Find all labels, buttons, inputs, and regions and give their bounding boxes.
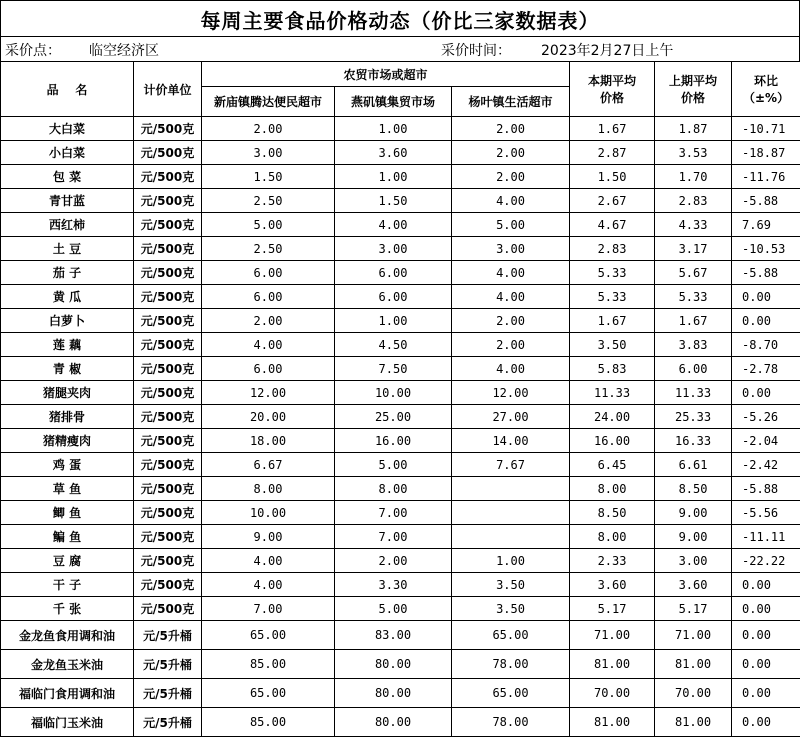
current-average: 3.60: [570, 573, 655, 597]
current-average: 24.00: [570, 405, 655, 429]
item-unit: 元/500克: [134, 357, 202, 381]
current-average: 3.50: [570, 333, 655, 357]
item-name: 猪排骨: [1, 405, 134, 429]
price-market-3: 27.00: [452, 405, 570, 429]
change-percent: 0.00: [732, 285, 800, 309]
price-market-2: 7.50: [335, 357, 452, 381]
item-unit: 元/500克: [134, 501, 202, 525]
change-percent: 0.00: [732, 573, 800, 597]
current-average: 8.00: [570, 477, 655, 501]
table-row: [1, 477, 800, 501]
price-market-2: 80.00: [335, 708, 452, 737]
item-unit: 元/5升桶: [134, 679, 202, 708]
price-market-2: 10.00: [335, 381, 452, 405]
item-name: 豆 腐: [1, 549, 134, 573]
price-market-1: 9.00: [202, 525, 335, 549]
change-percent: -5.26: [732, 405, 800, 429]
current-average: 5.33: [570, 261, 655, 285]
previous-average: 5.33: [655, 285, 732, 309]
price-market-1: 65.00: [202, 621, 335, 650]
previous-average: 4.33: [655, 213, 732, 237]
current-average: 11.33: [570, 381, 655, 405]
previous-average: 3.00: [655, 549, 732, 573]
item-name: 莲 藕: [1, 333, 134, 357]
price-market-1: 12.00: [202, 381, 335, 405]
price-market-1: 7.00: [202, 597, 335, 621]
current-average: 1.67: [570, 309, 655, 333]
price-market-1: 65.00: [202, 679, 335, 708]
current-average: 1.67: [570, 117, 655, 141]
current-average: 81.00: [570, 650, 655, 679]
previous-average: 81.00: [655, 650, 732, 679]
item-unit: 元/500克: [134, 309, 202, 333]
change-percent: -22.22: [732, 549, 800, 573]
price-market-3: 4.00: [452, 285, 570, 309]
previous-average: 9.00: [655, 501, 732, 525]
price-market-1: 3.00: [202, 141, 335, 165]
item-unit: 元/500克: [134, 573, 202, 597]
change-percent: -5.88: [732, 189, 800, 213]
price-market-3: 12.00: [452, 381, 570, 405]
change-percent: -10.71: [732, 117, 800, 141]
price-market-1: 20.00: [202, 405, 335, 429]
item-unit: 元/500克: [134, 165, 202, 189]
change-percent: 7.69: [732, 213, 800, 237]
price-market-3: 78.00: [452, 708, 570, 737]
price-market-2: 3.30: [335, 573, 452, 597]
change-percent: 0.00: [732, 708, 800, 737]
price-market-2: 1.00: [335, 117, 452, 141]
previous-average: 11.33: [655, 381, 732, 405]
table-row: [1, 237, 800, 261]
price-market-3: 78.00: [452, 650, 570, 679]
header-change: 环比 （±%）: [732, 62, 800, 117]
price-market-3: 2.00: [452, 309, 570, 333]
price-market-1: 6.00: [202, 261, 335, 285]
item-unit: 元/500克: [134, 261, 202, 285]
current-average: 1.50: [570, 165, 655, 189]
price-market-3: 3.50: [452, 597, 570, 621]
item-name: 青 椒: [1, 357, 134, 381]
table-row: [1, 453, 800, 477]
item-name: 鳊 鱼: [1, 525, 134, 549]
price-market-1: 2.50: [202, 189, 335, 213]
previous-average: 2.83: [655, 189, 732, 213]
item-name: 鲫 鱼: [1, 501, 134, 525]
current-average: 5.83: [570, 357, 655, 381]
current-average: 8.50: [570, 501, 655, 525]
item-name: 青甘蓝: [1, 189, 134, 213]
price-market-2: 4.50: [335, 333, 452, 357]
table-row: [1, 501, 800, 525]
item-name: 鸡 蛋: [1, 453, 134, 477]
item-unit: 元/5升桶: [134, 650, 202, 679]
table-row: [1, 381, 800, 405]
price-market-2: 5.00: [335, 597, 452, 621]
item-unit: 元/500克: [134, 333, 202, 357]
table-row: [1, 333, 800, 357]
price-market-2: 6.00: [335, 285, 452, 309]
price-market-2: 4.00: [335, 213, 452, 237]
table-row: [1, 525, 800, 549]
item-name: 福临门食用调和油: [1, 679, 134, 708]
price-market-3: 3.50: [452, 573, 570, 597]
item-unit: 元/500克: [134, 381, 202, 405]
price-market-1: 10.00: [202, 501, 335, 525]
change-percent: -5.56: [732, 501, 800, 525]
item-name: 草 鱼: [1, 477, 134, 501]
current-average: 70.00: [570, 679, 655, 708]
table-row: [1, 357, 800, 381]
item-name: 包 菜: [1, 165, 134, 189]
table-row: [1, 261, 800, 285]
change-percent: -2.04: [732, 429, 800, 453]
time-value: 2023年2月27日上午: [541, 40, 673, 60]
table-row: [1, 189, 800, 213]
price-market-2: 7.00: [335, 525, 452, 549]
header-prev-avg: 上期平均 价格: [655, 62, 732, 117]
item-unit: 元/500克: [134, 285, 202, 309]
price-market-2: 1.50: [335, 189, 452, 213]
previous-average: 25.33: [655, 405, 732, 429]
price-market-2: 2.00: [335, 549, 452, 573]
item-unit: 元/5升桶: [134, 621, 202, 650]
price-market-3: 65.00: [452, 679, 570, 708]
price-market-2: 7.00: [335, 501, 452, 525]
time-label: 采价时间：: [441, 40, 511, 60]
price-market-2: 8.00: [335, 477, 452, 501]
price-market-3: [452, 477, 570, 501]
change-percent: -8.70: [732, 333, 800, 357]
previous-average: 81.00: [655, 708, 732, 737]
previous-average: 16.33: [655, 429, 732, 453]
previous-average: 5.67: [655, 261, 732, 285]
table-row: [1, 429, 800, 453]
table-row: [1, 141, 800, 165]
price-market-3: 2.00: [452, 165, 570, 189]
change-percent: 0.00: [732, 597, 800, 621]
price-market-3: [452, 525, 570, 549]
price-market-1: 6.67: [202, 453, 335, 477]
current-average: 16.00: [570, 429, 655, 453]
item-unit: 元/5升桶: [134, 708, 202, 737]
header-unit: 计价单位: [134, 62, 202, 117]
current-average: 71.00: [570, 621, 655, 650]
price-market-1: 2.00: [202, 309, 335, 333]
header-market-1: 新庙镇腾达便民超市: [202, 87, 335, 117]
price-market-2: 80.00: [335, 679, 452, 708]
price-market-1: 6.00: [202, 357, 335, 381]
price-market-1: 6.00: [202, 285, 335, 309]
info-row: [0, 36, 800, 61]
table-row: [1, 405, 800, 429]
change-percent: -5.88: [732, 477, 800, 501]
item-name: 茄 子: [1, 261, 134, 285]
item-name: 福临门玉米油: [1, 708, 134, 737]
previous-average: 8.50: [655, 477, 732, 501]
price-market-1: 2.50: [202, 237, 335, 261]
price-market-2: 6.00: [335, 261, 452, 285]
item-unit: 元/500克: [134, 477, 202, 501]
current-average: 2.83: [570, 237, 655, 261]
price-market-3: 4.00: [452, 189, 570, 213]
current-average: 2.33: [570, 549, 655, 573]
location-value: 临空经济区: [89, 40, 159, 60]
current-average: 6.45: [570, 453, 655, 477]
previous-average: 9.00: [655, 525, 732, 549]
price-market-3: 2.00: [452, 117, 570, 141]
previous-average: 6.61: [655, 453, 732, 477]
table-row: [1, 621, 800, 650]
header-market-group: 农贸市场或超市: [202, 62, 570, 87]
title-table: [0, 0, 800, 37]
header-row: [1, 62, 800, 87]
previous-average: 6.00: [655, 357, 732, 381]
item-unit: 元/500克: [134, 453, 202, 477]
change-percent: -18.87: [732, 141, 800, 165]
item-name: 干 子: [1, 573, 134, 597]
item-unit: 元/500克: [134, 237, 202, 261]
item-unit: 元/500克: [134, 525, 202, 549]
change-percent: -10.53: [732, 237, 800, 261]
item-name: 千 张: [1, 597, 134, 621]
item-unit: 元/500克: [134, 213, 202, 237]
change-percent: -11.76: [732, 165, 800, 189]
table-row: [1, 165, 800, 189]
item-unit: 元/500克: [134, 549, 202, 573]
change-percent: -11.11: [732, 525, 800, 549]
price-market-1: 4.00: [202, 573, 335, 597]
item-name: 猪精瘦肉: [1, 429, 134, 453]
change-percent: 0.00: [732, 309, 800, 333]
price-market-3: [452, 501, 570, 525]
price-market-3: 14.00: [452, 429, 570, 453]
price-market-2: 80.00: [335, 650, 452, 679]
change-percent: 0.00: [732, 679, 800, 708]
item-name: 猪腿夹肉: [1, 381, 134, 405]
header-name: 品 名: [1, 62, 134, 117]
current-average: 2.87: [570, 141, 655, 165]
header-market-2: 燕矶镇集贸市场: [335, 87, 452, 117]
price-market-2: 3.60: [335, 141, 452, 165]
item-name: 土 豆: [1, 237, 134, 261]
price-market-3: 3.00: [452, 237, 570, 261]
price-market-2: 25.00: [335, 405, 452, 429]
price-market-3: 2.00: [452, 141, 570, 165]
sheet-title: 每周主要食品价格动态（价比三家数据表）: [1, 1, 800, 38]
price-market-3: 4.00: [452, 357, 570, 381]
previous-average: 3.60: [655, 573, 732, 597]
previous-average: 3.53: [655, 141, 732, 165]
change-percent: -2.42: [732, 453, 800, 477]
current-average: 4.67: [570, 213, 655, 237]
item-unit: 元/500克: [134, 117, 202, 141]
table-row: [1, 650, 800, 679]
price-market-3: 5.00: [452, 213, 570, 237]
table-row: [1, 549, 800, 573]
current-average: 8.00: [570, 525, 655, 549]
change-percent: 0.00: [732, 621, 800, 650]
price-market-1: 1.50: [202, 165, 335, 189]
price-market-3: 7.67: [452, 453, 570, 477]
price-market-1: 4.00: [202, 549, 335, 573]
item-name: 黄 瓜: [1, 285, 134, 309]
price-market-2: 3.00: [335, 237, 452, 261]
change-percent: 0.00: [732, 650, 800, 679]
price-market-2: 1.00: [335, 165, 452, 189]
item-unit: 元/500克: [134, 429, 202, 453]
price-market-1: 18.00: [202, 429, 335, 453]
previous-average: 1.70: [655, 165, 732, 189]
table-row: [1, 309, 800, 333]
price-market-1: 4.00: [202, 333, 335, 357]
previous-average: 3.17: [655, 237, 732, 261]
previous-average: 1.67: [655, 309, 732, 333]
previous-average: 71.00: [655, 621, 732, 650]
location-label: 采价点：: [5, 40, 61, 60]
current-average: 5.17: [570, 597, 655, 621]
price-market-2: 1.00: [335, 309, 452, 333]
item-name: 金龙鱼食用调和油: [1, 621, 134, 650]
item-name: 西红柿: [1, 213, 134, 237]
price-market-1: 2.00: [202, 117, 335, 141]
item-name: 大白菜: [1, 117, 134, 141]
change-percent: 0.00: [732, 381, 800, 405]
item-unit: 元/500克: [134, 405, 202, 429]
item-name: 金龙鱼玉米油: [1, 650, 134, 679]
table-row: [1, 285, 800, 309]
item-name: 小白菜: [1, 141, 134, 165]
item-unit: 元/500克: [134, 597, 202, 621]
table-row: [1, 597, 800, 621]
price-market-3: 65.00: [452, 621, 570, 650]
item-unit: 元/500克: [134, 141, 202, 165]
header-current-avg: 本期平均 价格: [570, 62, 655, 117]
previous-average: 3.83: [655, 333, 732, 357]
header-market-3: 杨叶镇生活超市: [452, 87, 570, 117]
current-average: 81.00: [570, 708, 655, 737]
item-name: 白萝卜: [1, 309, 134, 333]
price-market-1: 8.00: [202, 477, 335, 501]
change-percent: -2.78: [732, 357, 800, 381]
item-unit: 元/500克: [134, 189, 202, 213]
price-market-1: 85.00: [202, 708, 335, 737]
price-market-3: 4.00: [452, 261, 570, 285]
price-market-3: 1.00: [452, 549, 570, 573]
current-average: 5.33: [570, 285, 655, 309]
price-market-1: 5.00: [202, 213, 335, 237]
price-market-1: 85.00: [202, 650, 335, 679]
price-table: [0, 61, 800, 737]
table-row: [1, 117, 800, 141]
previous-average: 1.87: [655, 117, 732, 141]
price-market-2: 16.00: [335, 429, 452, 453]
table-row: [1, 708, 800, 737]
table-row: [1, 679, 800, 708]
table-row: [1, 213, 800, 237]
current-average: 2.67: [570, 189, 655, 213]
price-market-3: 2.00: [452, 333, 570, 357]
previous-average: 5.17: [655, 597, 732, 621]
price-market-2: 83.00: [335, 621, 452, 650]
change-percent: -5.88: [732, 261, 800, 285]
table-row: [1, 573, 800, 597]
price-market-2: 5.00: [335, 453, 452, 477]
previous-average: 70.00: [655, 679, 732, 708]
